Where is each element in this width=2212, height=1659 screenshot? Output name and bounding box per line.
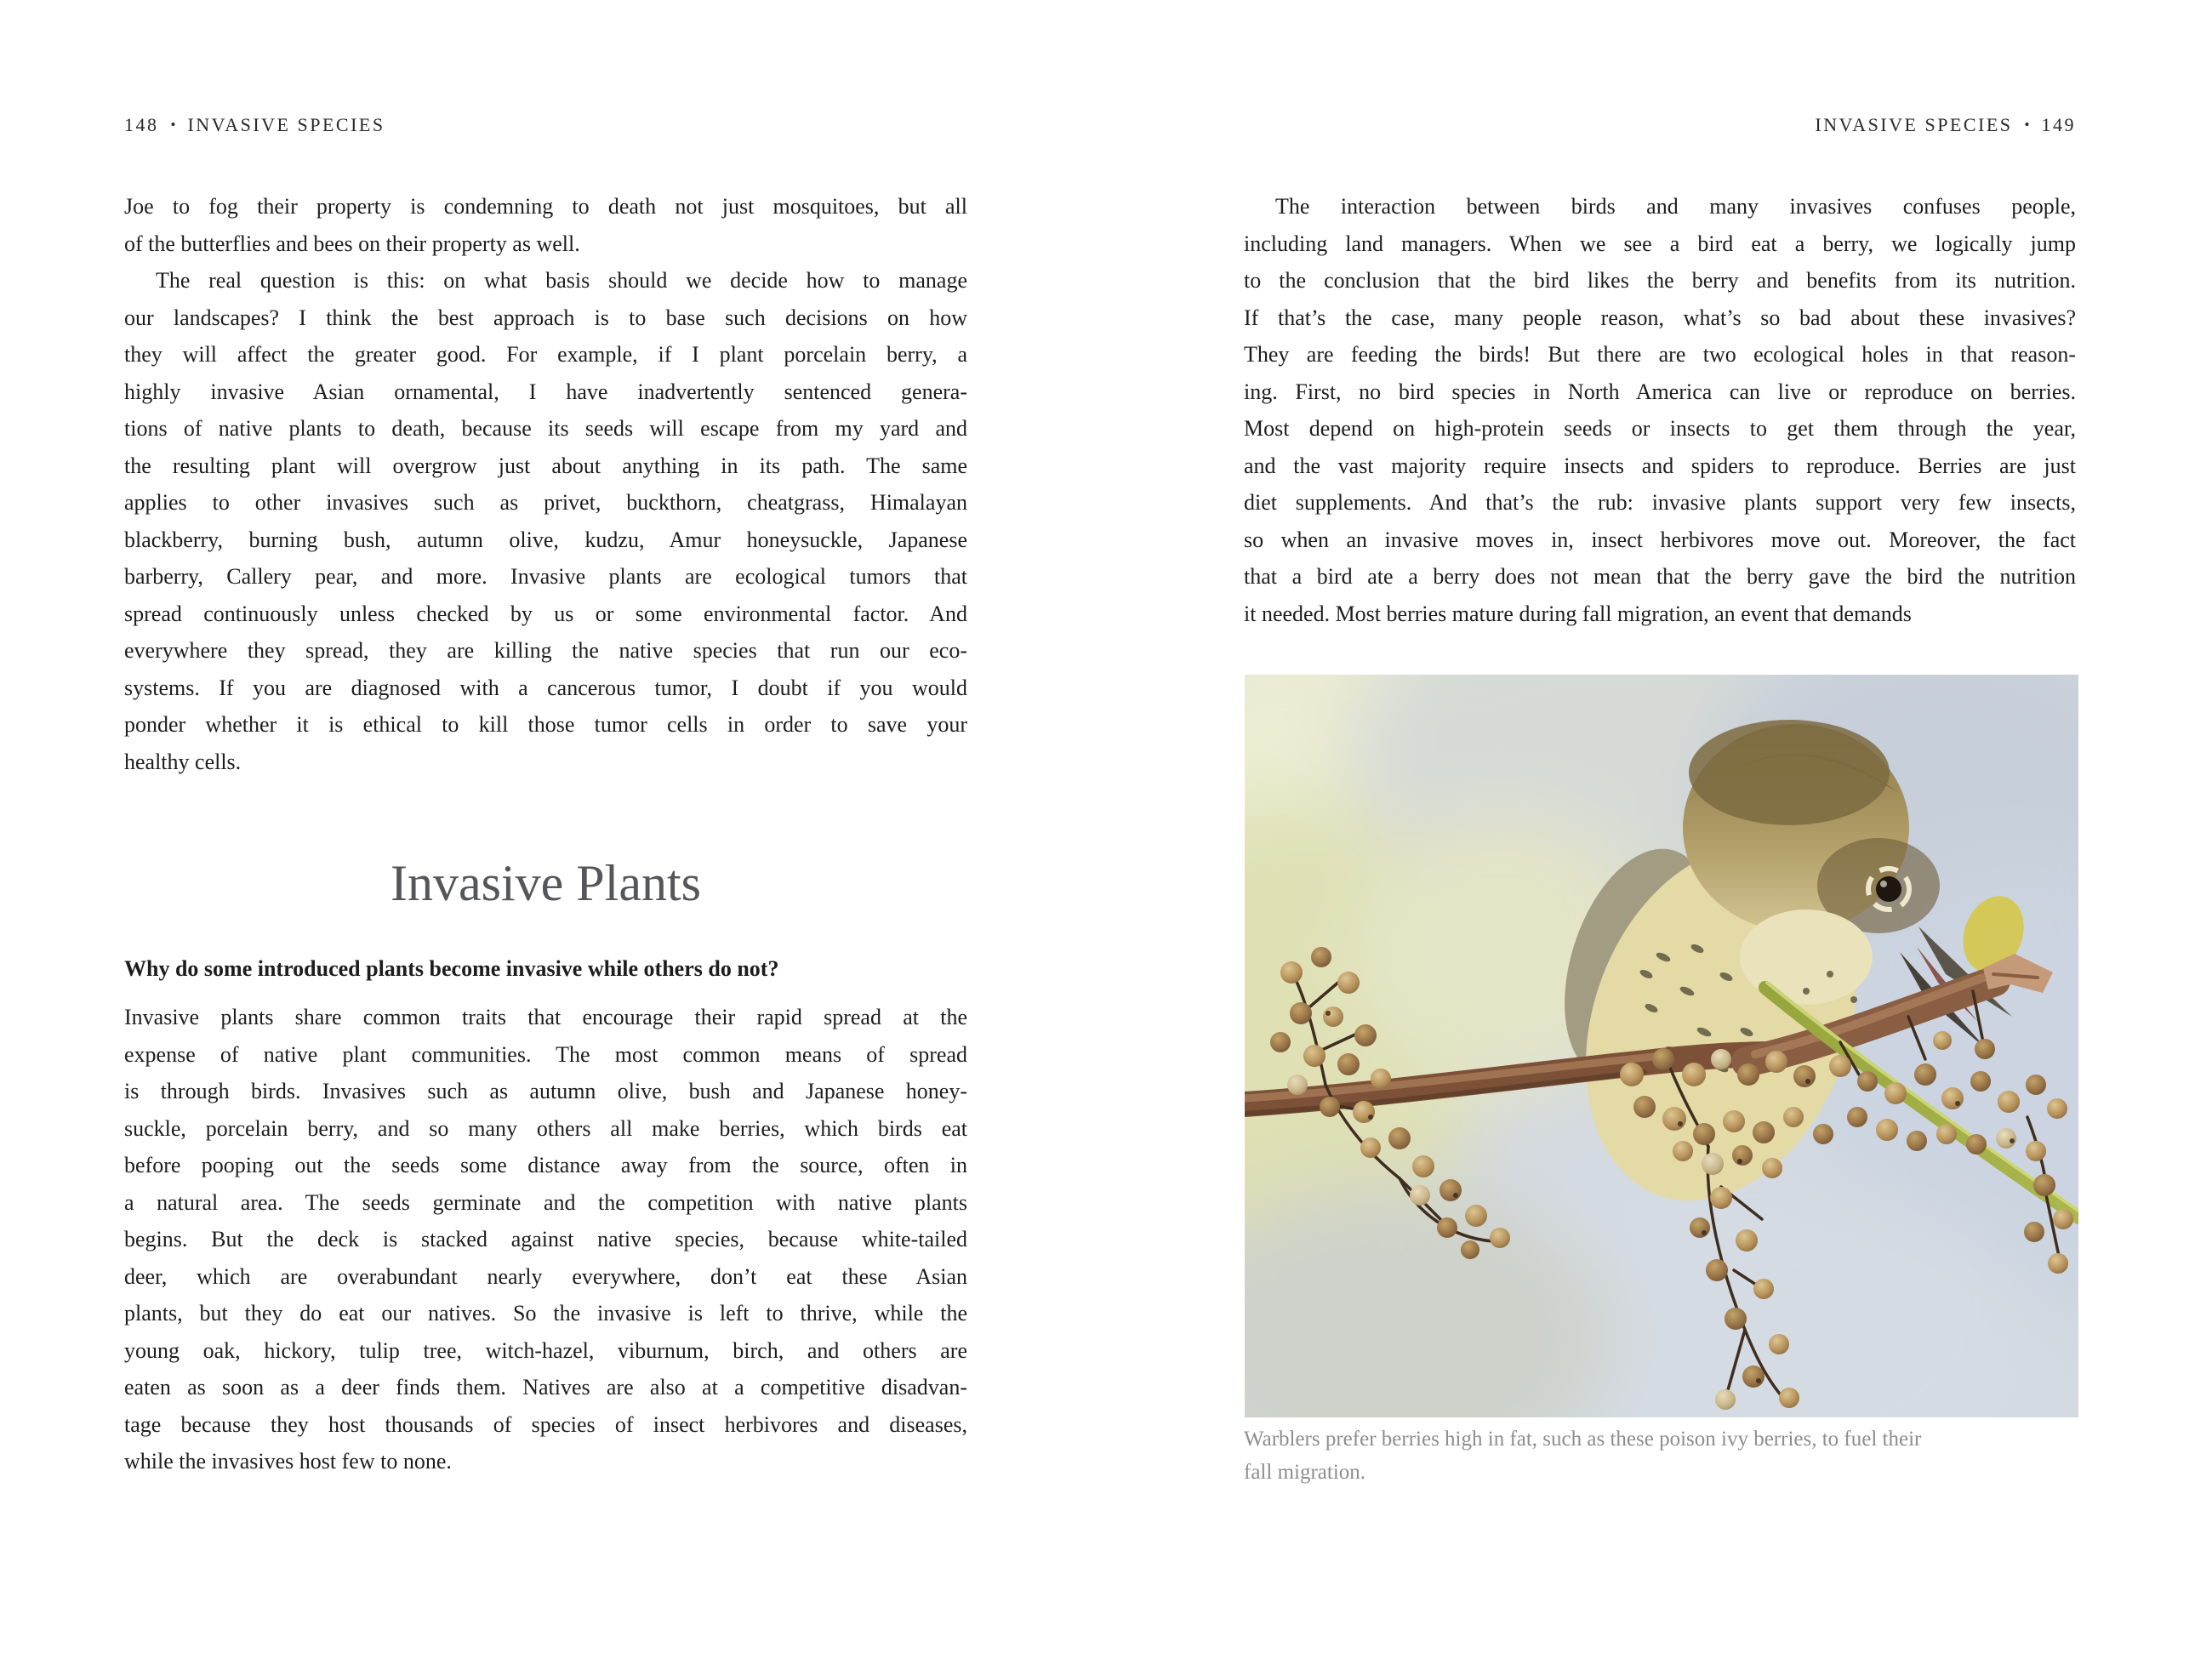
header-separator-right: • xyxy=(2024,117,2030,133)
text-line: including land managers. When we see a bird eat a berry, we logically jump xyxy=(1244,231,2076,256)
photo-caption xyxy=(1244,1422,2076,1489)
text-line: to the conclusion that the bird likes the berry and benefits from its nutrition. xyxy=(1244,268,2076,293)
page-number-right: 149 xyxy=(2041,114,2076,135)
paragraph xyxy=(124,188,967,262)
text-line: Invasive plants share common traits that encourage their rapid spread at the xyxy=(124,1005,967,1029)
text-line: deer, which are overabundant nearly everywhere, don’t eat these Asian xyxy=(124,1263,967,1289)
text-line: eaten as soon as a deer finds them. Natives are also at a competitive disadvan- xyxy=(124,1375,967,1400)
text-line: the resulting plant will overgrow just about anything in its path. The same xyxy=(124,453,967,478)
text-line: tions of native plants to death, because its seeds will escape from my yard and xyxy=(124,416,967,441)
left-text-block-top xyxy=(124,188,967,780)
text-line: Warblers prefer berries high in fat, such as these poison ivy berries, to fuel their xyxy=(1244,1428,1922,1451)
text-line: healthy cells. xyxy=(124,749,242,774)
left-text-block-bottom xyxy=(124,999,967,1480)
text-line: blackberry, burning bush, autumn olive, kudzu, Amur honeysuckle, Japanese xyxy=(124,527,967,552)
question-heading: Why do some introduced plants become invasive while others do not? xyxy=(124,956,779,981)
text-line: applies to other invasives such as privet, buckthorn, cheatgrass, Himalayan xyxy=(124,490,967,515)
page-number-left: 148 xyxy=(124,114,159,135)
text-line: spread continuously unless checked by us or some environmental factor. And xyxy=(124,601,967,626)
text-line: they will affect the greater good. For example, if I plant porcelain berry, a xyxy=(124,342,967,367)
text-line: Joe to fog their property is condemning to death not just mosquitoes, but all xyxy=(124,194,967,219)
warbler-photo xyxy=(1245,675,2078,1417)
text-line: The interaction between birds and many invasives confuses people, xyxy=(1275,194,2076,219)
text-line: ing. First, no bird species in North America can live or reproduce on berries. xyxy=(1244,379,2076,404)
text-line: it needed. Most berries mature during fall migration, an event that demands xyxy=(1244,601,1912,626)
running-title-right: INVASIVE SPECIES xyxy=(1815,114,2013,135)
text-line: They are feeding the birds! But there are two ecological holes in that reason- xyxy=(1244,342,2076,367)
text-line: that a bird ate a berry does not mean that the berry gave the bird the nutrition xyxy=(1244,564,2076,589)
text-line: tage because they host thousands of species of insect herbivores and diseases, xyxy=(124,1411,967,1437)
text-line: and the vast majority require insects and spiders to reproduce. Berries are just xyxy=(1244,453,2076,478)
text-line: everywhere they spread, they are killing the native species that run our eco- xyxy=(124,638,967,663)
paragraph xyxy=(124,999,967,1480)
paragraph xyxy=(1244,188,2076,632)
paragraph xyxy=(124,262,967,780)
running-title-left: INVASIVE SPECIES xyxy=(187,114,385,135)
text-line: of the butterflies and bees on their property as well. xyxy=(124,231,580,256)
text-line: suckle, porcelain berry, and so many others all make berries, which birds eat xyxy=(124,1115,967,1141)
text-line: fall migration. xyxy=(1244,1461,1366,1484)
text-line: The real question is this: on what basis should we decide how to manage xyxy=(156,268,967,293)
running-head-right xyxy=(1244,114,2076,136)
text-line: a natural area. The seeds germinate and the competition with native plants xyxy=(124,1189,967,1215)
text-line: diet supplements. And that’s the rub: invasive plants support very few insects, xyxy=(1244,490,2076,515)
text-line: while the invasives host few to none. xyxy=(124,1449,452,1474)
text-line: young oak, hickory, tulip tree, witch-hazel, viburnum, birch, and others are xyxy=(124,1337,967,1363)
text-line: plants, but they do eat our natives. So the invasive is left to thrive, while the xyxy=(124,1301,967,1325)
text-line: Most depend on high-protein seeds or insects to get them through the year, xyxy=(1244,416,2076,441)
section-heading: Invasive Plants xyxy=(391,855,701,911)
header-separator-left: • xyxy=(170,117,176,133)
text-line: ponder whether it is ethical to kill those tumor cells in order to save your xyxy=(124,712,967,737)
text-line: barberry, Callery pear, and more. Invasive plants are ecological tumors that xyxy=(124,564,967,589)
text-line: highly invasive Asian ornamental, I have inadvertently sentenced genera- xyxy=(124,379,967,404)
text-line: so when an invasive moves in, insect herbivores move out. Moreover, the fact xyxy=(1244,527,2076,552)
text-line: If that’s the case, many people reason, what’s so bad about these invasives? xyxy=(1244,305,2076,330)
text-line: expense of native plant communities. The most common means of spread xyxy=(124,1041,967,1067)
text-line: is through birds. Invasives such as autumn olive, bush and Japanese honey- xyxy=(124,1079,967,1103)
warbler-photo-illustration xyxy=(1245,675,2078,1417)
running-head-left xyxy=(124,114,385,136)
right-text-block xyxy=(1244,188,2076,632)
text-line: systems. If you are diagnosed with a cancerous tumor, I doubt if you would xyxy=(124,675,967,700)
text-line: begins. But the deck is stacked against native species, because white-tailed xyxy=(124,1227,967,1251)
text-line: our landscapes? I think the best approach is to base such decisions on how xyxy=(124,305,967,330)
text-line: before pooping out the seeds some distance away from the source, often in xyxy=(124,1153,967,1177)
